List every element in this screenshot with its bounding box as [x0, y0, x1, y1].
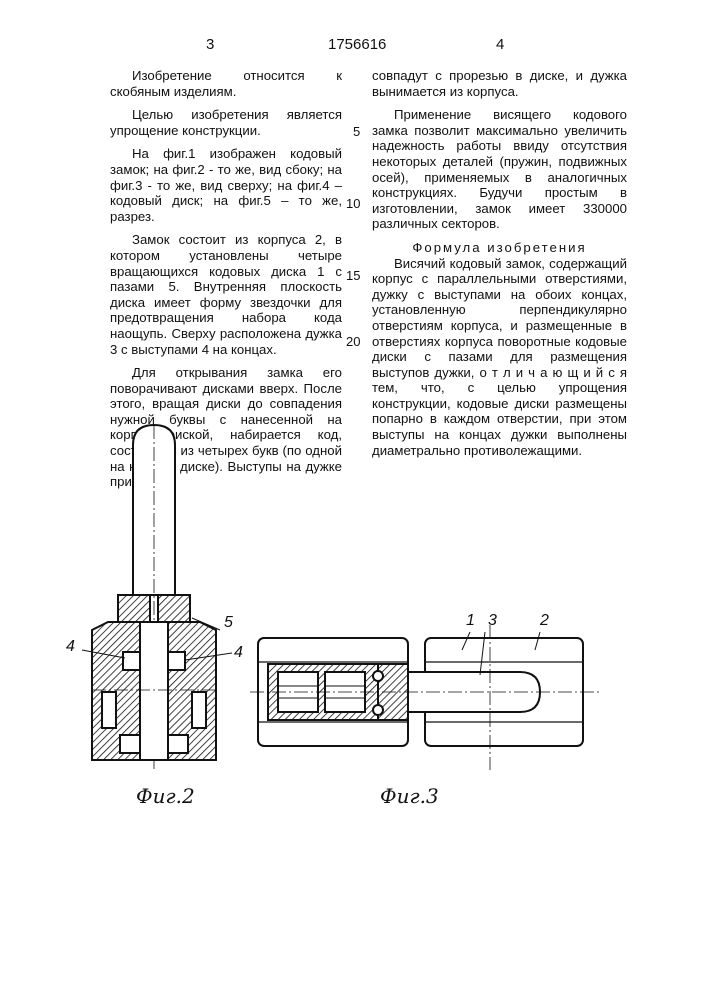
line-number: 10 — [346, 196, 360, 211]
fig3-label: 1 — [466, 612, 475, 630]
paragraph: совпадут с прорезью в диске, и дужка вынимается из корпуса. — [372, 68, 627, 99]
claims-title: Формула изобретения — [372, 240, 627, 256]
fig3-label: 3 — [488, 612, 497, 630]
fig3-caption: Фиг.3 — [380, 784, 439, 808]
page-number-left: 3 — [206, 36, 214, 53]
fig2-label: 5 — [224, 614, 233, 632]
fig2-label: 4 — [66, 638, 75, 656]
paragraph: Применение висящего кодового замка позволит максимально увеличить надежность работы ввиду отсутствия некоторых деталей (пружин, подвижных осей), применяемых в аналогичных конструкциях. Будучи простым в изготовлении, замок имеет 330000 различных секторов. — [372, 107, 627, 232]
fig3-drawing — [250, 625, 600, 770]
paragraph: Целью изобретения является упрощение конструкции. — [110, 107, 342, 138]
line-number: 5 — [353, 124, 360, 139]
paragraph: Замок состоит из корпуса 2, в котором установлены четыре вращающихся кодовых диска 1 с пазами 5. Внутренняя плоскость диска имеет форму звездочки для предотвращения набора кода наощупь. Сверху расположена дужка 3 с выступами 4 на концах. — [110, 232, 342, 357]
fig2-label: 4 — [234, 644, 243, 662]
document-number: 1756616 — [328, 36, 386, 53]
figures-drawing — [0, 0, 707, 1000]
line-number: 15 — [346, 268, 360, 283]
fig2-drawing — [82, 425, 232, 770]
paragraph: Для открывания замка его поворачивают дисками вверх. После этого, вращая диски до совпадения нужной буквы с нанесенной на корпус риской, набирается код, из четырех букв (по одной на диске). Выступы на дужке при — [110, 365, 342, 490]
paragraph: На фиг.1 изображен кодовый замок; на фиг.2 - то же, вид сбоку; на фиг.3 - то же, вид сверху; на фиг.4 – кодовый диск; на фиг.5 – то же, разрез. — [110, 146, 342, 224]
fig2-caption: Фиг.2 — [136, 784, 195, 808]
claims-text: Висячий кодовый замок, содержащий корпус с параллельными отверстиями, дужку с выступами на обоих концах, установленную перпендикулярно отверстиям корпуса, и размещенные в отверстиях корпуса поворотные кодовые диски с пазами для размещения выступов дужки, о т л и ч а ю щ и й с я тем, что, с целью упрощения конструкции, кодовые диски размещены попарно в каждом отверстии, при этом выступы на концах дужки выполнены диаметрально противолежащими. — [372, 256, 627, 459]
fig3-label: 2 — [540, 612, 549, 630]
page-number-right: 4 — [496, 36, 504, 53]
paragraph: Изобретение относится к скобяным изделиям. — [110, 68, 342, 99]
line-number: 20 — [346, 334, 360, 349]
